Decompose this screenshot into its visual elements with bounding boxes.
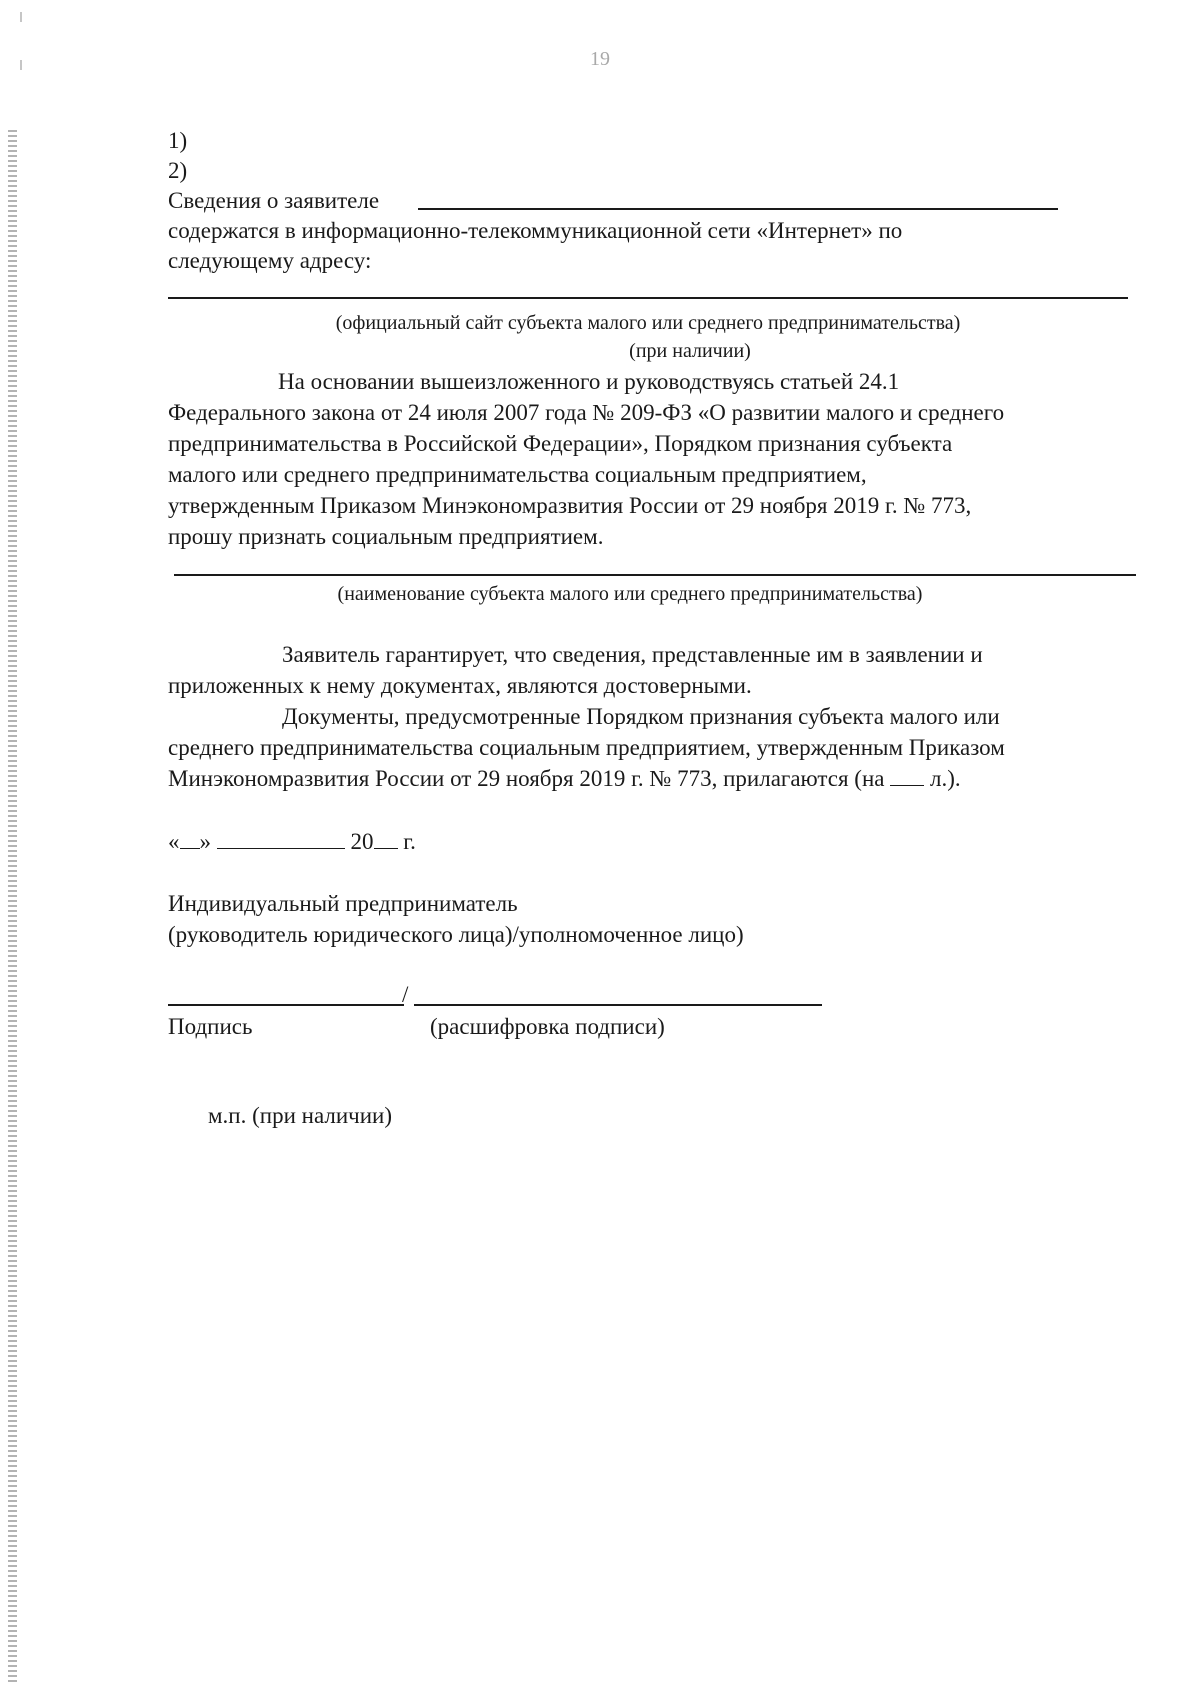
date-open-quote: « [168,829,180,854]
list-item: 2) [168,158,188,183]
pages-count-field[interactable] [890,767,924,786]
website-caption-note: (при наличии) [629,340,751,362]
year-field[interactable] [374,830,398,849]
documents-paragraph-text: Минэкономразвития России от 29 ноября 2019 г. № 773, прилагаются (на [168,766,885,791]
applicant-info-label: Сведения о заявителе [168,188,380,213]
basis-paragraph-line: На основании вышеизложенного и руководствуясь статьей 24.1 [278,369,900,394]
documents-paragraph-line: среднего предпринимательства социальным предприятием, утвержденным Приказом [168,735,1005,760]
documents-paragraph-line [168,764,961,794]
basis-paragraph-line: Федерального закона от 24 июля 2007 года № 209-ФЗ «О развитии малого и среднего [168,400,1005,425]
signature-field[interactable] [168,1004,404,1006]
signatory-title: Индивидуальный предприниматель [168,891,518,916]
applicant-info-field[interactable] [418,208,1058,210]
enterprise-name-field[interactable] [174,574,1136,576]
documents-paragraph-end: л.). [929,766,961,791]
signature-label: Подпись [168,1014,253,1039]
signature-decoding-label: (расшифровка подписи) [430,1014,665,1039]
signature-decoding-field[interactable] [414,1004,822,1006]
page-number: 19 [590,48,610,70]
guarantee-paragraph-line: Заявитель гарантирует, что сведения, представленные им в заявлении и [282,642,983,667]
documents-paragraph-line: Документы, предусмотренные Порядком признания субъекта малого или [282,704,1000,729]
day-field[interactable] [180,830,200,849]
year-suffix: г. [403,829,416,854]
applicant-info-text: следующему адресу: [168,248,372,273]
basis-paragraph-line: предпринимательства в Российской Федерации», Порядком признания субъекта [168,431,953,456]
website-field[interactable] [168,297,1128,299]
guarantee-paragraph-line: приложенных к нему документах, являются достоверными. [168,673,752,698]
signatory-subtitle: (руководитель юридического лица)/уполномоченное лицо) [168,922,744,947]
year-prefix: 20 [350,829,374,854]
stamp-note: м.п. (при наличии) [208,1103,392,1128]
website-caption: (официальный сайт субъекта малого или среднего предпринимательства) [335,312,961,334]
scan-edge-artifact [8,130,17,1685]
basis-paragraph-line: малого или среднего предпринимательства социальным предприятием, [168,462,867,487]
signature-separator: / [402,982,409,1007]
scan-mark [20,12,22,22]
month-field[interactable] [217,830,345,849]
applicant-info-text: содержатся в информационно-телекоммуникационной сети «Интернет» по [168,218,903,243]
basis-paragraph-line: прошу признать социальным предприятием. [168,524,604,549]
date-close-quote: » [199,829,211,854]
date-line [168,827,416,857]
enterprise-name-caption: (наименование субъекта малого или среднего предпринимательства) [337,583,923,605]
list-item: 1) [168,128,188,153]
basis-paragraph-line: утвержденным Приказом Минэкономразвития России от 29 ноября 2019 г. № 773, [168,493,972,518]
